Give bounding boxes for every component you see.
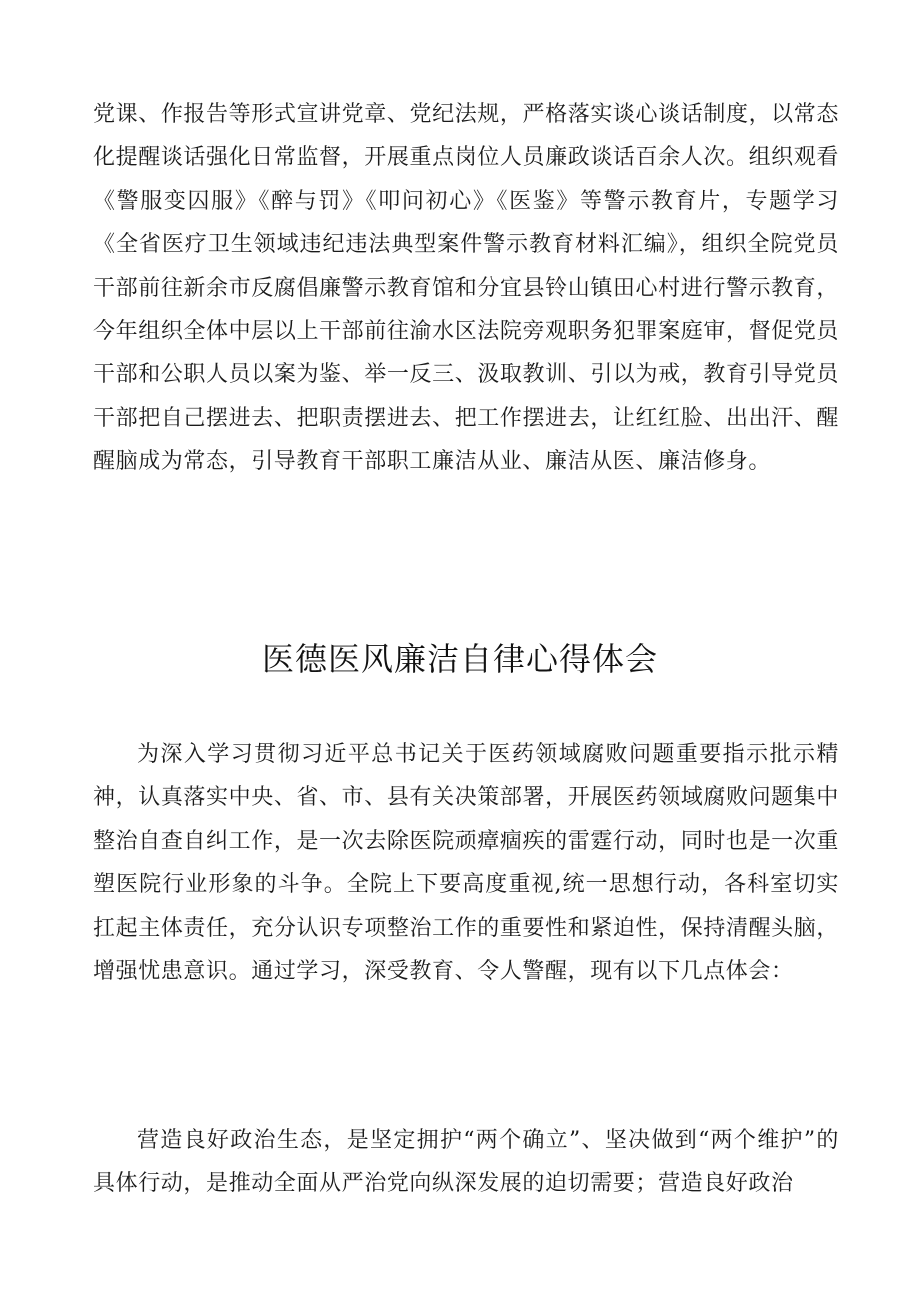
continuation-paragraph: 党课、作报告等形式宣讲党章、党纪法规，严格落实谈心谈话制度，以常态化提醒谈话强化日常监督，开展重点岗位人员廉政谈话百余人次。组织观看《警服变囚服》《醉与罚》《叩问初心》《医鉴》等警示教育片，专题学习《全省医疗卫生领域违纪违法典型案件警示教育材料汇编》，组织全院党员干部前往新余市反腐倡廉警示教育馆和分宜县铃山镇田心村进行警示教育，今年组织全体中层以上干部前往渝水区法院旁观职务犯罪案庭审，督促党员干部和公职人员以案为鉴、举一反三、汲取教训、引以为戒，教育引导党员干部把自己摆进去、把职责摆进去、把工作摆进去，让红红脸、出出汗、醒醒脑成为常态，引导教育干部职工廉洁从业、廉洁从医、廉洁修身。	[93, 102, 839, 475]
intro-paragraph: 为深入学习贯彻习近平总书记关于医药领域腐败问题重要指示批示精神，认真落实中央、省、市、县有关决策部署，开展医药领域腐败问题集中整治自查自纠工作，是一次去除医院顽瘴痼疾的雷霆行动，同时也是一次重塑医院行业形象的斗争。全院上下要高度重视,统一思想行动，各科室切实扛起主体责任，充分认识专项整治工作的重要性和紧迫性，保持清醒头脑，增强忧患意识。通过学习，深受教育、令人警醒，现有以下几点体会：	[93, 742, 839, 985]
ecology-paragraph: 营造良好政治生态，是坚定拥护“两个确立”、坚决做到“两个维护”的具体行动，是推动全面从严治党向纵深发展的迫切需要；营造良好政治	[93, 1128, 839, 1197]
document-title: 医德医风廉洁自律心得体会	[261, 640, 658, 678]
